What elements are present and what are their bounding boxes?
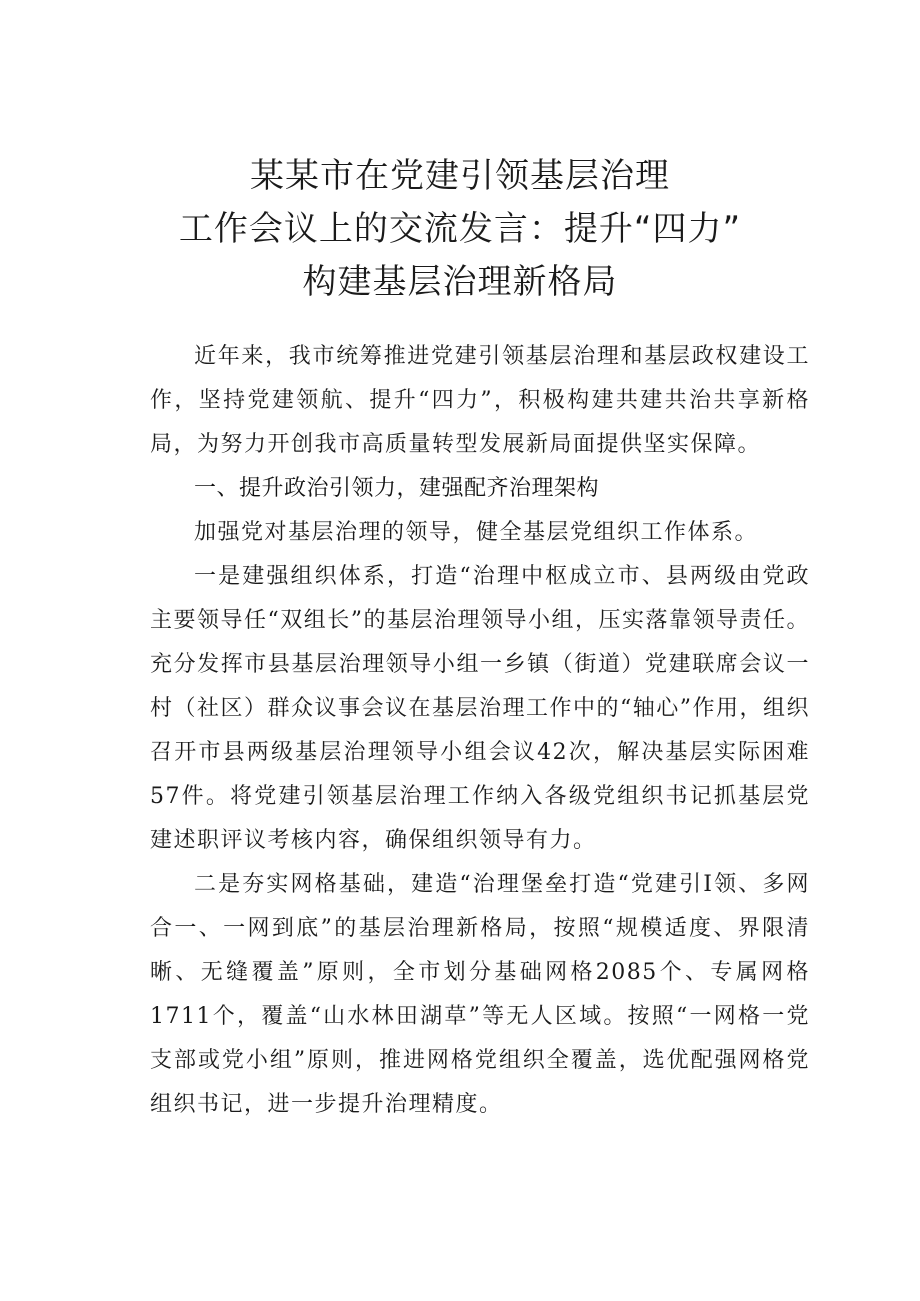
- title-line-3: 构建基层治理新格局: [302, 262, 618, 302]
- title-line-1: 某某市在党建引领基层治理: [250, 156, 670, 196]
- section-lead-paragraph: 加强党对基层治理的领导，健全基层党组织工作体系。: [194, 520, 759, 545]
- document-title: [0, 150, 920, 309]
- point-two-paragraph: 二是夯实网格基础，建造“治理堡垒打造“党建引Ι领、多网合一、一网到底”的基层治理新格局，按照“规模适度、界限清晰、无缝覆盖”原则，全市划分基础网格2085个、专属网格1711个，覆盖“山水林田湖草”等无人区域。按照“一网格一党支部或党小组”原则，推进网格党组织全覆盖，选优配强网格党组织书记，进一步提升治理精度。: [150, 872, 810, 1117]
- title-line-2: 工作会议上的交流发言：提升“四力”: [178, 209, 742, 249]
- document-body: [150, 335, 810, 1127]
- section-heading-1: 一、提升政治引领力，建强配齐治理架构: [194, 476, 600, 501]
- intro-paragraph: 近年来，我市统筹推进党建引领基层治理和基层政权建设工作，坚持党建领航、提升“四力”，积极构建共建共治共享新格局，为努力开创我市高质量转型发展新局面提供坚实保障。: [150, 344, 810, 457]
- point-one-paragraph: 一是建强组织体系，打造“治理中枢成立市、县两级由党政主要领导任“双组长”的基层治理领导小组，压实落靠领导责任。充分发挥市县基层治理领导小组一乡镇（街道）党建联席会议一村（社区）群众议事会议在基层治理工作中的“轴心”作用，组织召开市县两级基层治理领导小组会议42次，解决基层实际困难57件。将党建引领基层治理工作纳入各级党组织书记抓基层党建述职评议考核内容，确保组织领导有力。: [150, 564, 810, 853]
